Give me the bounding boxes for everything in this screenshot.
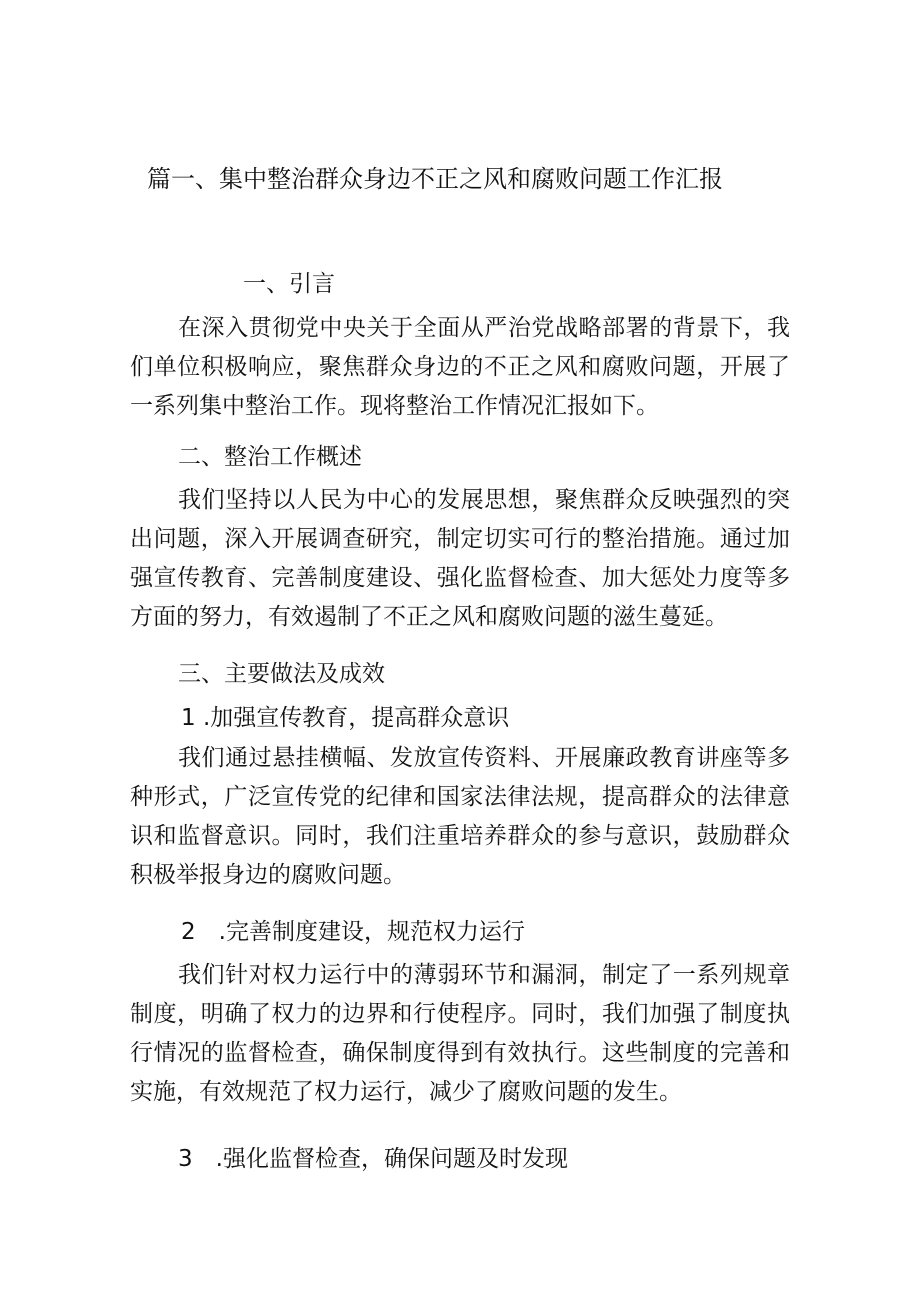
paragraph-intro: 在深入贯彻党中央关于全面从严治党战略部署的背景下，我们单位积极响应，聚焦群众身边的不正之风和腐败问题，开展了一系列集中整治工作。现将整治工作情况汇报如下。	[130, 315, 790, 419]
section-heading-intro: 一、引言	[243, 271, 335, 297]
item-heading-1: 1 .加强宣传教育，提高群众意识	[181, 705, 510, 731]
section-heading-practice: 三、主要做法及成效	[178, 661, 385, 687]
paragraph-item-1: 我们通过悬挂横幅、发放宣传资料、开展廉政教育讲座等多种形式，广泛宣传党的纪律和国家法律法规，提高群众的法律意识和监督意识。同时，我们注重培养群众的参与意识，鼓励群众积极举报身边的腐败问题。	[130, 745, 790, 888]
paragraph-overview: 我们坚持以人民为中心的发展思想，聚焦群众反映强烈的突出问题，深入开展调查研究，制定切实可行的整治措施。通过加强宣传教育、完善制度建设、强化监督检查、加大惩处力度等多方面的努力，有效遏制了不正之风和腐败问题的滋生蔓延。	[130, 487, 790, 630]
section-heading-overview: 二、整治工作概述	[178, 444, 362, 470]
document-title: 篇一、集中整治群众身边不正之风和腐败问题工作汇报	[147, 165, 723, 193]
paragraph-item-2: 我们针对权力运行中的薄弱环节和漏洞，制定了一系列规章制度，明确了权力的边界和行使程序。同时，我们加强了制度执行情况的监督检查，确保制度得到有效执行。这些制度的完善和实施，有效规范了权力运行，减少了腐败问题的发生。	[130, 962, 790, 1105]
item-heading-2: 2 .完善制度建设，规范权力运行	[181, 919, 525, 945]
item-heading-3: 3 .强化监督检查，确保问题及时发现	[178, 1146, 568, 1172]
